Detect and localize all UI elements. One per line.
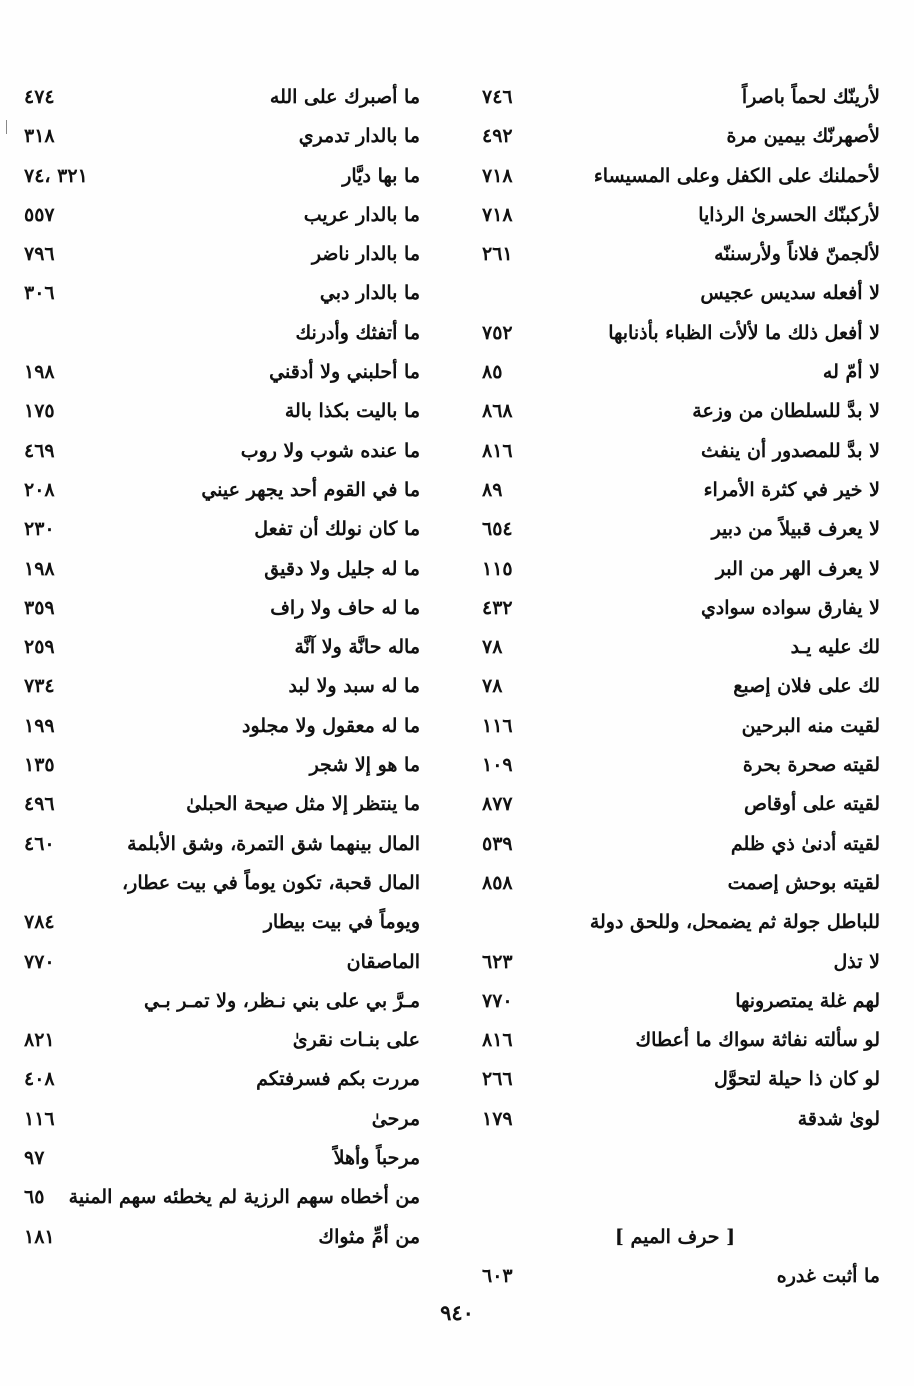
entry-phrase: ما باليت بكذا بالة: [284, 400, 420, 423]
entry-page-number: ١١٦: [24, 1107, 55, 1130]
index-entry: [20, 1139, 420, 1178]
entry-phrase: لا بدَّ للسلطان من وزعة: [692, 400, 880, 423]
entry-page-number: ٤٠٨: [24, 1068, 55, 1091]
entry-phrase: ما بالدار عريب: [303, 203, 420, 226]
entry-phrase: ما بالدار دبي: [319, 282, 420, 305]
entry-phrase: مـرَّ بي على بني نـظر، ولا تمـر بـي: [143, 989, 420, 1012]
entry-page-number: ٦٥٤: [482, 518, 513, 541]
index-entry: [470, 589, 880, 628]
right-column: [470, 78, 880, 1296]
entry-page-number: ٣٢١ ،٧٤: [24, 164, 88, 187]
entry-page-number: ٣٥٩: [24, 596, 55, 619]
entry-page-number: ٥٣٩: [482, 832, 513, 855]
entry-phrase: لك على فلان إصبع: [733, 675, 880, 698]
index-entry: [20, 196, 420, 235]
index-entry: [470, 196, 880, 235]
entry-phrase: ما له سبد ولا لبد: [288, 675, 420, 698]
entry-phrase: لألجمنّ فلاناً ولأرسننّه: [714, 243, 880, 266]
index-entry: [470, 117, 880, 156]
entry-phrase: لقيته أدنىٰ ذي ظلم: [730, 832, 880, 855]
entry-page-number: ٧٧٠: [24, 950, 55, 973]
index-entry: [470, 392, 880, 431]
entry-phrase: ماله حانَّة ولا آنَّة: [294, 636, 420, 659]
index-entry: [470, 78, 880, 117]
index-entry: [20, 1100, 420, 1139]
entry-page-number: ٨٥٨: [482, 871, 513, 894]
entry-page-number: ٢٣٠: [24, 518, 55, 541]
index-entry: [470, 1257, 880, 1296]
entry-phrase: ما أحلبني ولا أدقني: [269, 361, 420, 384]
entry-phrase: لقيت منه البرحين: [741, 714, 880, 737]
index-entry: [20, 314, 420, 353]
entry-phrase: ما بالدار ناضر: [311, 243, 420, 266]
entry-phrase: لك عليه يـد: [790, 636, 880, 659]
entry-phrase: على بنـات نقرىٰ: [292, 1029, 420, 1052]
index-entry: [20, 825, 420, 864]
index-entry: [20, 589, 420, 628]
index-entry: [470, 314, 880, 353]
entry-page-number: ٨١٦: [482, 1029, 513, 1052]
entry-phrase: لهم غلة يمتصرونها: [735, 989, 880, 1012]
entry-phrase: ما عنده شوب ولا روب: [240, 439, 420, 462]
index-entry: [20, 746, 420, 785]
entry-phrase: لا خير في كثرة الأمراء: [703, 478, 880, 501]
entry-page-number: ١٩٩: [24, 714, 55, 737]
entry-phrase: لوىٰ شدقة: [797, 1107, 880, 1130]
spacer: [470, 1178, 880, 1217]
index-entry: [20, 235, 420, 274]
entry-phrase: مرحىٰ: [371, 1107, 420, 1130]
entry-page-number: ٦٥: [24, 1186, 45, 1209]
entry-phrase: لو كان ذا حيلة لتحوَّل: [714, 1068, 880, 1091]
entry-phrase: لا بدَّ للمصدور أن ينفث: [701, 439, 880, 462]
entry-phrase: ما بالدار تدمري: [298, 125, 420, 148]
entry-page-number: ٦٠٣: [482, 1264, 513, 1287]
entry-phrase: ما أتفثك وأدرنك: [295, 321, 420, 344]
entry-page-number: ٤٩٦: [24, 793, 55, 816]
entry-page-number: ٨٩: [482, 478, 503, 501]
entry-page-number: ١٣٥: [24, 754, 55, 777]
entry-page-number: ٧٨: [482, 636, 503, 659]
entry-page-number: ٥٥٧: [24, 203, 55, 226]
index-entry: [470, 471, 880, 510]
index-entry: [20, 707, 420, 746]
index-entry: [470, 903, 880, 942]
entry-page-number: ١١٦: [482, 714, 513, 737]
index-entry: [20, 78, 420, 117]
index-entry: [20, 628, 420, 667]
entry-page-number: ٧٤٦: [482, 86, 513, 108]
index-entry: [20, 510, 420, 549]
index-entry: [20, 1021, 420, 1060]
index-entry: [470, 746, 880, 785]
entry-page-number: ٧١٨: [482, 203, 513, 226]
entry-phrase: ما ينتظر إلا مثل صيحة الحبلىٰ: [186, 793, 420, 816]
entry-page-number: ٨٦٨: [482, 400, 513, 423]
index-entry: [20, 432, 420, 471]
entry-phrase: ما أثبت غدره: [776, 1264, 880, 1287]
page-number: ٩٤٠: [440, 1300, 474, 1325]
entry-phrase: لا أفعل ذلك ما لألأت الظباء بأذنابها: [608, 321, 880, 344]
index-entry: [470, 785, 880, 824]
index-entry: [20, 157, 420, 196]
index-entry: [20, 392, 420, 431]
entry-phrase: مررت بكم فسرفتكم: [256, 1068, 420, 1091]
entry-phrase: من أخطاه سهم الرزية لم يخطئه سهم المنية: [68, 1186, 420, 1209]
section-header: [ حرف الميم ]: [614, 1225, 736, 1248]
entry-phrase: ويوماً في بيت بيطار: [263, 911, 420, 934]
entry-page-number: ١٩٨: [24, 361, 55, 384]
index-entry: [470, 1060, 880, 1099]
entry-page-number: ٣١٨: [24, 125, 55, 148]
index-entry: [470, 707, 880, 746]
entry-page-number: ٧٨٤: [24, 911, 55, 934]
index-entry: [20, 471, 420, 510]
index-entry: [20, 903, 420, 942]
entry-page-number: ٤٦٩: [24, 439, 55, 462]
index-entry: [470, 943, 880, 982]
entry-phrase: المال قحبة، تكون يوماً في بيت عطار،: [122, 871, 420, 894]
entry-page-number: ٦٢٣: [482, 950, 513, 973]
index-entry: [20, 982, 420, 1021]
entry-page-number: ٧١٨: [482, 164, 513, 187]
index-entry: [470, 667, 880, 706]
entry-page-number: ٧٥٢: [482, 321, 513, 344]
entry-page-number: ٢٦١: [482, 243, 513, 266]
entry-page-number: ١٧٥: [24, 400, 55, 423]
entry-page-number: ٧٩٦: [24, 243, 55, 266]
entry-page-number: ٤٩٢: [482, 125, 513, 148]
entry-phrase: ما له جليل ولا دقيق: [264, 557, 420, 580]
entry-phrase: لأركبنّك الحسرىٰ الرذايا: [698, 203, 880, 226]
index-entry: [470, 550, 880, 589]
margin-mark: [6, 120, 7, 134]
entry-page-number: ٨٢١: [24, 1029, 55, 1052]
entry-phrase: ما في القوم أحد يجهر عيني: [201, 478, 420, 501]
entry-phrase: لا يعرف الهر من البر: [715, 557, 880, 580]
entry-phrase: ما له حاف ولا راف: [270, 596, 420, 619]
entry-phrase: ما أصبرك على الله: [269, 86, 420, 108]
entry-page-number: ٨٥: [482, 361, 503, 384]
entry-phrase: ما له معقول ولا مجلود: [242, 714, 420, 737]
entry-phrase: لأرينّك لحماً باصراً: [741, 86, 880, 108]
entry-page-number: ٨١٦: [482, 439, 513, 462]
entry-phrase: ما هو إلا شجر: [309, 754, 420, 777]
entry-page-number: ٤٦٠: [24, 832, 55, 855]
entry-page-number: ١٧٩: [482, 1107, 513, 1130]
entry-page-number: ٤٧٤: [24, 86, 55, 108]
index-entry: [20, 667, 420, 706]
index-entry: [20, 1218, 420, 1257]
entry-page-number: ٧٨: [482, 675, 503, 698]
entry-page-number: ١١٥: [482, 557, 513, 580]
entry-phrase: لقيته بوحش إصمت: [727, 871, 880, 894]
index-entry: [20, 550, 420, 589]
index-entry: [470, 432, 880, 471]
entry-page-number: ٧٧٠: [482, 989, 513, 1012]
index-entry: [470, 157, 880, 196]
index-entry: [470, 1021, 880, 1060]
index-entry: [20, 353, 420, 392]
index-entry: [470, 628, 880, 667]
entry-phrase: لا تذل: [833, 950, 880, 973]
entry-phrase: لا يفارق سواده سوادي: [700, 596, 880, 619]
entry-phrase: المال بينهما شق التمرة، وشق الأبلمة: [127, 832, 420, 855]
entry-phrase: من أمِّ مثواك: [318, 1225, 420, 1248]
index-entry: [470, 353, 880, 392]
left-column: [20, 78, 420, 1257]
entry-phrase: لأصهرنّك بيمين مرة: [726, 125, 880, 148]
index-entry: [20, 1178, 420, 1217]
entry-page-number: ٤٣٢: [482, 596, 513, 619]
entry-phrase: لقيته على أوقاص: [743, 793, 880, 816]
entry-page-number: ٢٦٦: [482, 1068, 513, 1091]
entry-phrase: لأحملنك على الكفل وعلى المسيساء: [593, 164, 880, 187]
index-entry: [470, 825, 880, 864]
entry-page-number: ٨٧٧: [482, 793, 513, 816]
entry-page-number: ١٨١: [24, 1225, 55, 1248]
index-entry: [20, 117, 420, 156]
entry-phrase: لقيته صحرة بحرة: [742, 754, 880, 777]
index-entry: [20, 864, 420, 903]
entry-phrase: لا يعرف قبيلاً من دبير: [711, 518, 880, 541]
entry-page-number: ٢٠٨: [24, 478, 55, 501]
index-entry: [470, 1100, 880, 1139]
spacer: [470, 1139, 880, 1178]
entry-phrase: ما بها ديَّار: [342, 164, 420, 187]
entry-phrase: لا أمّ له: [822, 361, 880, 384]
index-entry: [470, 864, 880, 903]
entry-phrase: لو سألته نفاثة سواك ما أعطاك: [635, 1029, 880, 1052]
entry-page-number: ٩٧: [24, 1147, 45, 1170]
index-entry: [470, 510, 880, 549]
entry-phrase: الماصقان: [346, 950, 420, 973]
entry-phrase: ما كان نولك أن تفعل: [254, 518, 420, 541]
index-entry: [20, 785, 420, 824]
entry-phrase: لا أفعله سديس عجيس: [700, 282, 880, 305]
entry-page-number: ٢٥٩: [24, 636, 55, 659]
index-entry: [470, 235, 880, 274]
entry-phrase: للباطل جولة ثم يضمحل، وللحق دولة: [589, 911, 880, 934]
index-entry: [20, 943, 420, 982]
entry-page-number: ٣٠٦: [24, 282, 55, 305]
entry-page-number: ٧٣٤: [24, 675, 55, 698]
index-entry: [470, 982, 880, 1021]
entry-page-number: ١٩٨: [24, 557, 55, 580]
index-entry: [20, 274, 420, 313]
index-entry: [470, 274, 880, 313]
entry-phrase: مرحباً وأهلاً: [333, 1147, 420, 1170]
entry-page-number: ١٠٩: [482, 754, 513, 777]
index-entry: [20, 1060, 420, 1099]
